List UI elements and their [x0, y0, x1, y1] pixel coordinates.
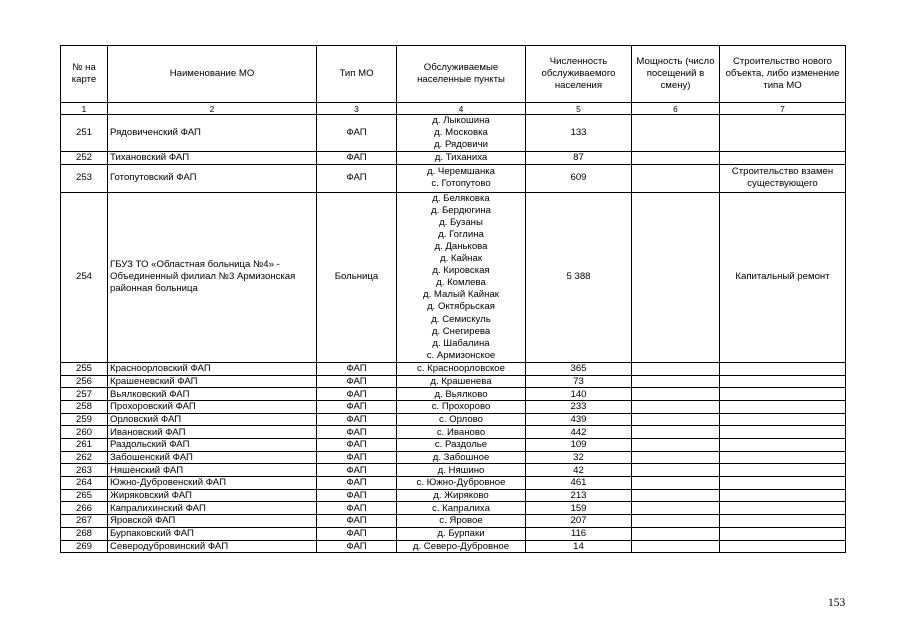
table-row [61, 540, 846, 553]
cell-num: 259 [61, 413, 108, 426]
cell-construction [720, 400, 846, 413]
cell-construction [720, 540, 846, 553]
cell-capacity [632, 192, 720, 362]
cell-construction [720, 426, 846, 439]
header-capacity: Мощность (число посещений в смену) [632, 46, 720, 103]
cell-type: ФАП [317, 489, 397, 502]
cell-num: 263 [61, 464, 108, 477]
cell-population: 140 [526, 388, 632, 401]
cell-capacity [632, 464, 720, 477]
cell-capacity [632, 388, 720, 401]
cell-construction: Строительство взамен существующего [720, 165, 846, 192]
cell-type: ФАП [317, 540, 397, 553]
cell-capacity [632, 426, 720, 439]
cell-construction [720, 464, 846, 477]
table-row [61, 375, 846, 388]
cell-places: д. Вьялково [397, 388, 526, 401]
cell-name: Жиряковский ФАП [108, 489, 317, 502]
cell-construction [720, 439, 846, 452]
table-row [61, 489, 846, 502]
cell-population: 5 388 [526, 192, 632, 362]
cell-type: ФАП [317, 152, 397, 165]
cell-name: Няшенский ФАП [108, 464, 317, 477]
table-row [61, 388, 846, 401]
cell-population: 609 [526, 165, 632, 192]
page-number: 153 [828, 597, 846, 609]
cell-places: д. Бурпаки [397, 527, 526, 540]
cell-construction [720, 515, 846, 528]
place-item: с. Готопутово [431, 178, 491, 190]
place-item: д. Лыкошина [432, 115, 490, 126]
cell-population: 42 [526, 464, 632, 477]
cell-name: Рядовиченский ФАП [108, 115, 317, 152]
column-number: 5 [526, 103, 632, 115]
place-item: д. Семискуль [431, 313, 491, 325]
cell-type: ФАП [317, 464, 397, 477]
cell-num: 252 [61, 152, 108, 165]
cell-construction [720, 115, 846, 152]
cell-name: Яровской ФАП [108, 515, 317, 528]
cell-population: 109 [526, 439, 632, 452]
table-row [61, 515, 846, 528]
cell-name: Орловский ФАП [108, 413, 317, 426]
cell-num: 257 [61, 388, 108, 401]
table-row [61, 152, 846, 165]
cell-places: д. Северо-Дубровное [397, 540, 526, 553]
table-row [61, 527, 846, 540]
cell-num: 266 [61, 502, 108, 515]
cell-capacity [632, 451, 720, 464]
cell-construction [720, 502, 846, 515]
cell-population: 207 [526, 515, 632, 528]
cell-name: Прохоровский ФАП [108, 400, 317, 413]
header-num: № на карте [61, 46, 108, 103]
cell-capacity [632, 165, 720, 192]
cell-num: 262 [61, 451, 108, 464]
cell-capacity [632, 375, 720, 388]
cell-construction [720, 451, 846, 464]
cell-places [397, 192, 526, 362]
cell-population: 73 [526, 375, 632, 388]
cell-construction [720, 413, 846, 426]
cell-type: ФАП [317, 527, 397, 540]
cell-num: 255 [61, 362, 108, 375]
cell-population: 439 [526, 413, 632, 426]
table-row [61, 426, 846, 439]
cell-capacity [632, 362, 720, 375]
cell-name: Красноорловский ФАП [108, 362, 317, 375]
cell-places: д. Няшино [397, 464, 526, 477]
cell-type: ФАП [317, 165, 397, 192]
column-number: 1 [61, 103, 108, 115]
cell-type: ФАП [317, 400, 397, 413]
table-row [61, 413, 846, 426]
place-item: д. Бузаны [439, 216, 483, 228]
cell-type: ФАП [317, 375, 397, 388]
cell-capacity [632, 502, 720, 515]
cell-name: Вьялковский ФАП [108, 388, 317, 401]
cell-num: 269 [61, 540, 108, 553]
table-row [61, 192, 846, 362]
cell-name: ГБУЗ ТО «Областная больница №4» - Объединенный филиал №3 Армизонская районная больница [108, 192, 317, 362]
cell-type: ФАП [317, 388, 397, 401]
cell-name: Готопутовский ФАП [108, 165, 317, 192]
table-row [61, 400, 846, 413]
place-item: д. Снегирева [431, 325, 491, 337]
table-row [61, 439, 846, 452]
medical-facilities-table [60, 45, 846, 553]
cell-places [397, 165, 526, 192]
cell-construction [720, 362, 846, 375]
column-number: 6 [632, 103, 720, 115]
cell-places: д. Забошное [397, 451, 526, 464]
cell-construction [720, 375, 846, 388]
column-number: 4 [397, 103, 526, 115]
cell-population: 133 [526, 115, 632, 152]
cell-places: с. Прохорово [397, 400, 526, 413]
header-construction: Строительство нового объекта, либо изменение типа МО [720, 46, 846, 103]
table-row [61, 464, 846, 477]
column-number: 7 [720, 103, 846, 115]
cell-construction [720, 489, 846, 502]
cell-capacity [632, 413, 720, 426]
header-population: Численность обслуживаемого населения [526, 46, 632, 103]
cell-num: 260 [61, 426, 108, 439]
cell-places [397, 115, 526, 152]
cell-type: ФАП [317, 362, 397, 375]
cell-population: 87 [526, 152, 632, 165]
cell-num: 256 [61, 375, 108, 388]
cell-population: 213 [526, 489, 632, 502]
place-item: д. Бердюгина [431, 204, 491, 216]
cell-name: Бурпаковский ФАП [108, 527, 317, 540]
cell-name: Тихановский ФАП [108, 152, 317, 165]
cell-type: ФАП [317, 502, 397, 515]
cell-num: 258 [61, 400, 108, 413]
cell-places: с. Южно-Дубровное [397, 477, 526, 490]
cell-name: Раздольский ФАП [108, 439, 317, 452]
cell-places: д. Тиханиха [397, 152, 526, 165]
cell-places: с. Капралиха [397, 502, 526, 515]
cell-type: ФАП [317, 439, 397, 452]
cell-name: Южно-Дубровенский ФАП [108, 477, 317, 490]
cell-name: Северодубровинский ФАП [108, 540, 317, 553]
cell-type: ФАП [317, 115, 397, 152]
place-item: д. Данькова [434, 240, 488, 252]
table-row [61, 165, 846, 192]
table-row [61, 477, 846, 490]
column-number-row [61, 103, 846, 115]
cell-type: ФАП [317, 451, 397, 464]
place-item: д. Рядовичи [434, 139, 488, 151]
cell-population: 461 [526, 477, 632, 490]
cell-population: 365 [526, 362, 632, 375]
cell-num: 254 [61, 192, 108, 362]
column-number: 3 [317, 103, 397, 115]
place-item: д. Беляковка [432, 192, 490, 204]
cell-type: ФАП [317, 515, 397, 528]
cell-type: ФАП [317, 413, 397, 426]
cell-type: ФАП [317, 477, 397, 490]
cell-num: 268 [61, 527, 108, 540]
table-row [61, 451, 846, 464]
cell-population: 14 [526, 540, 632, 553]
table-row [61, 362, 846, 375]
cell-places: д. Жиряково [397, 489, 526, 502]
header-row [61, 46, 846, 103]
cell-capacity [632, 515, 720, 528]
cell-capacity [632, 477, 720, 490]
cell-num: 253 [61, 165, 108, 192]
table-row [61, 502, 846, 515]
header-type: Тип МО [317, 46, 397, 103]
cell-num: 265 [61, 489, 108, 502]
cell-construction [720, 388, 846, 401]
cell-places: с. Орлово [397, 413, 526, 426]
place-item: д. Октябрьская [427, 301, 495, 313]
cell-num: 251 [61, 115, 108, 152]
cell-places: с. Красноорловское [397, 362, 526, 375]
cell-population: 442 [526, 426, 632, 439]
cell-construction [720, 477, 846, 490]
place-item: д. Гоглина [438, 228, 484, 240]
cell-places: с. Яровое [397, 515, 526, 528]
cell-name: Крашеневский ФАП [108, 375, 317, 388]
cell-num: 261 [61, 439, 108, 452]
place-item: д. Черемшанка [427, 166, 495, 178]
cell-capacity [632, 527, 720, 540]
column-number: 2 [108, 103, 317, 115]
cell-places: д. Крашенева [397, 375, 526, 388]
cell-capacity [632, 115, 720, 152]
cell-name: Ивановский ФАП [108, 426, 317, 439]
cell-places: с. Иваново [397, 426, 526, 439]
header-name: Наименование МО [108, 46, 317, 103]
cell-num: 264 [61, 477, 108, 490]
cell-population: 233 [526, 400, 632, 413]
place-item: д. Московка [434, 127, 488, 139]
table-row [61, 115, 846, 152]
cell-name: Забошенский ФАП [108, 451, 317, 464]
place-item: д. Комлева [436, 277, 486, 289]
cell-num: 267 [61, 515, 108, 528]
cell-construction [720, 152, 846, 165]
cell-population: 116 [526, 527, 632, 540]
cell-capacity [632, 400, 720, 413]
cell-capacity [632, 540, 720, 553]
cell-type: Больница [317, 192, 397, 362]
cell-name: Капралихинский ФАП [108, 502, 317, 515]
cell-capacity [632, 152, 720, 165]
cell-capacity [632, 439, 720, 452]
cell-construction [720, 527, 846, 540]
place-item: д. Малый Кайнак [423, 289, 499, 301]
place-item: д. Кировская [432, 265, 490, 277]
header-places: Обслуживаемые населенные пункты [397, 46, 526, 103]
cell-construction: Капитальный ремонт [720, 192, 846, 362]
cell-places: с. Раздолье [397, 439, 526, 452]
cell-type: ФАП [317, 426, 397, 439]
cell-population: 159 [526, 502, 632, 515]
cell-capacity [632, 489, 720, 502]
place-item: с. Армизонское [426, 349, 496, 361]
place-item: д. Кайнак [439, 253, 483, 265]
place-item: д. Шабалина [432, 337, 490, 349]
cell-population: 32 [526, 451, 632, 464]
